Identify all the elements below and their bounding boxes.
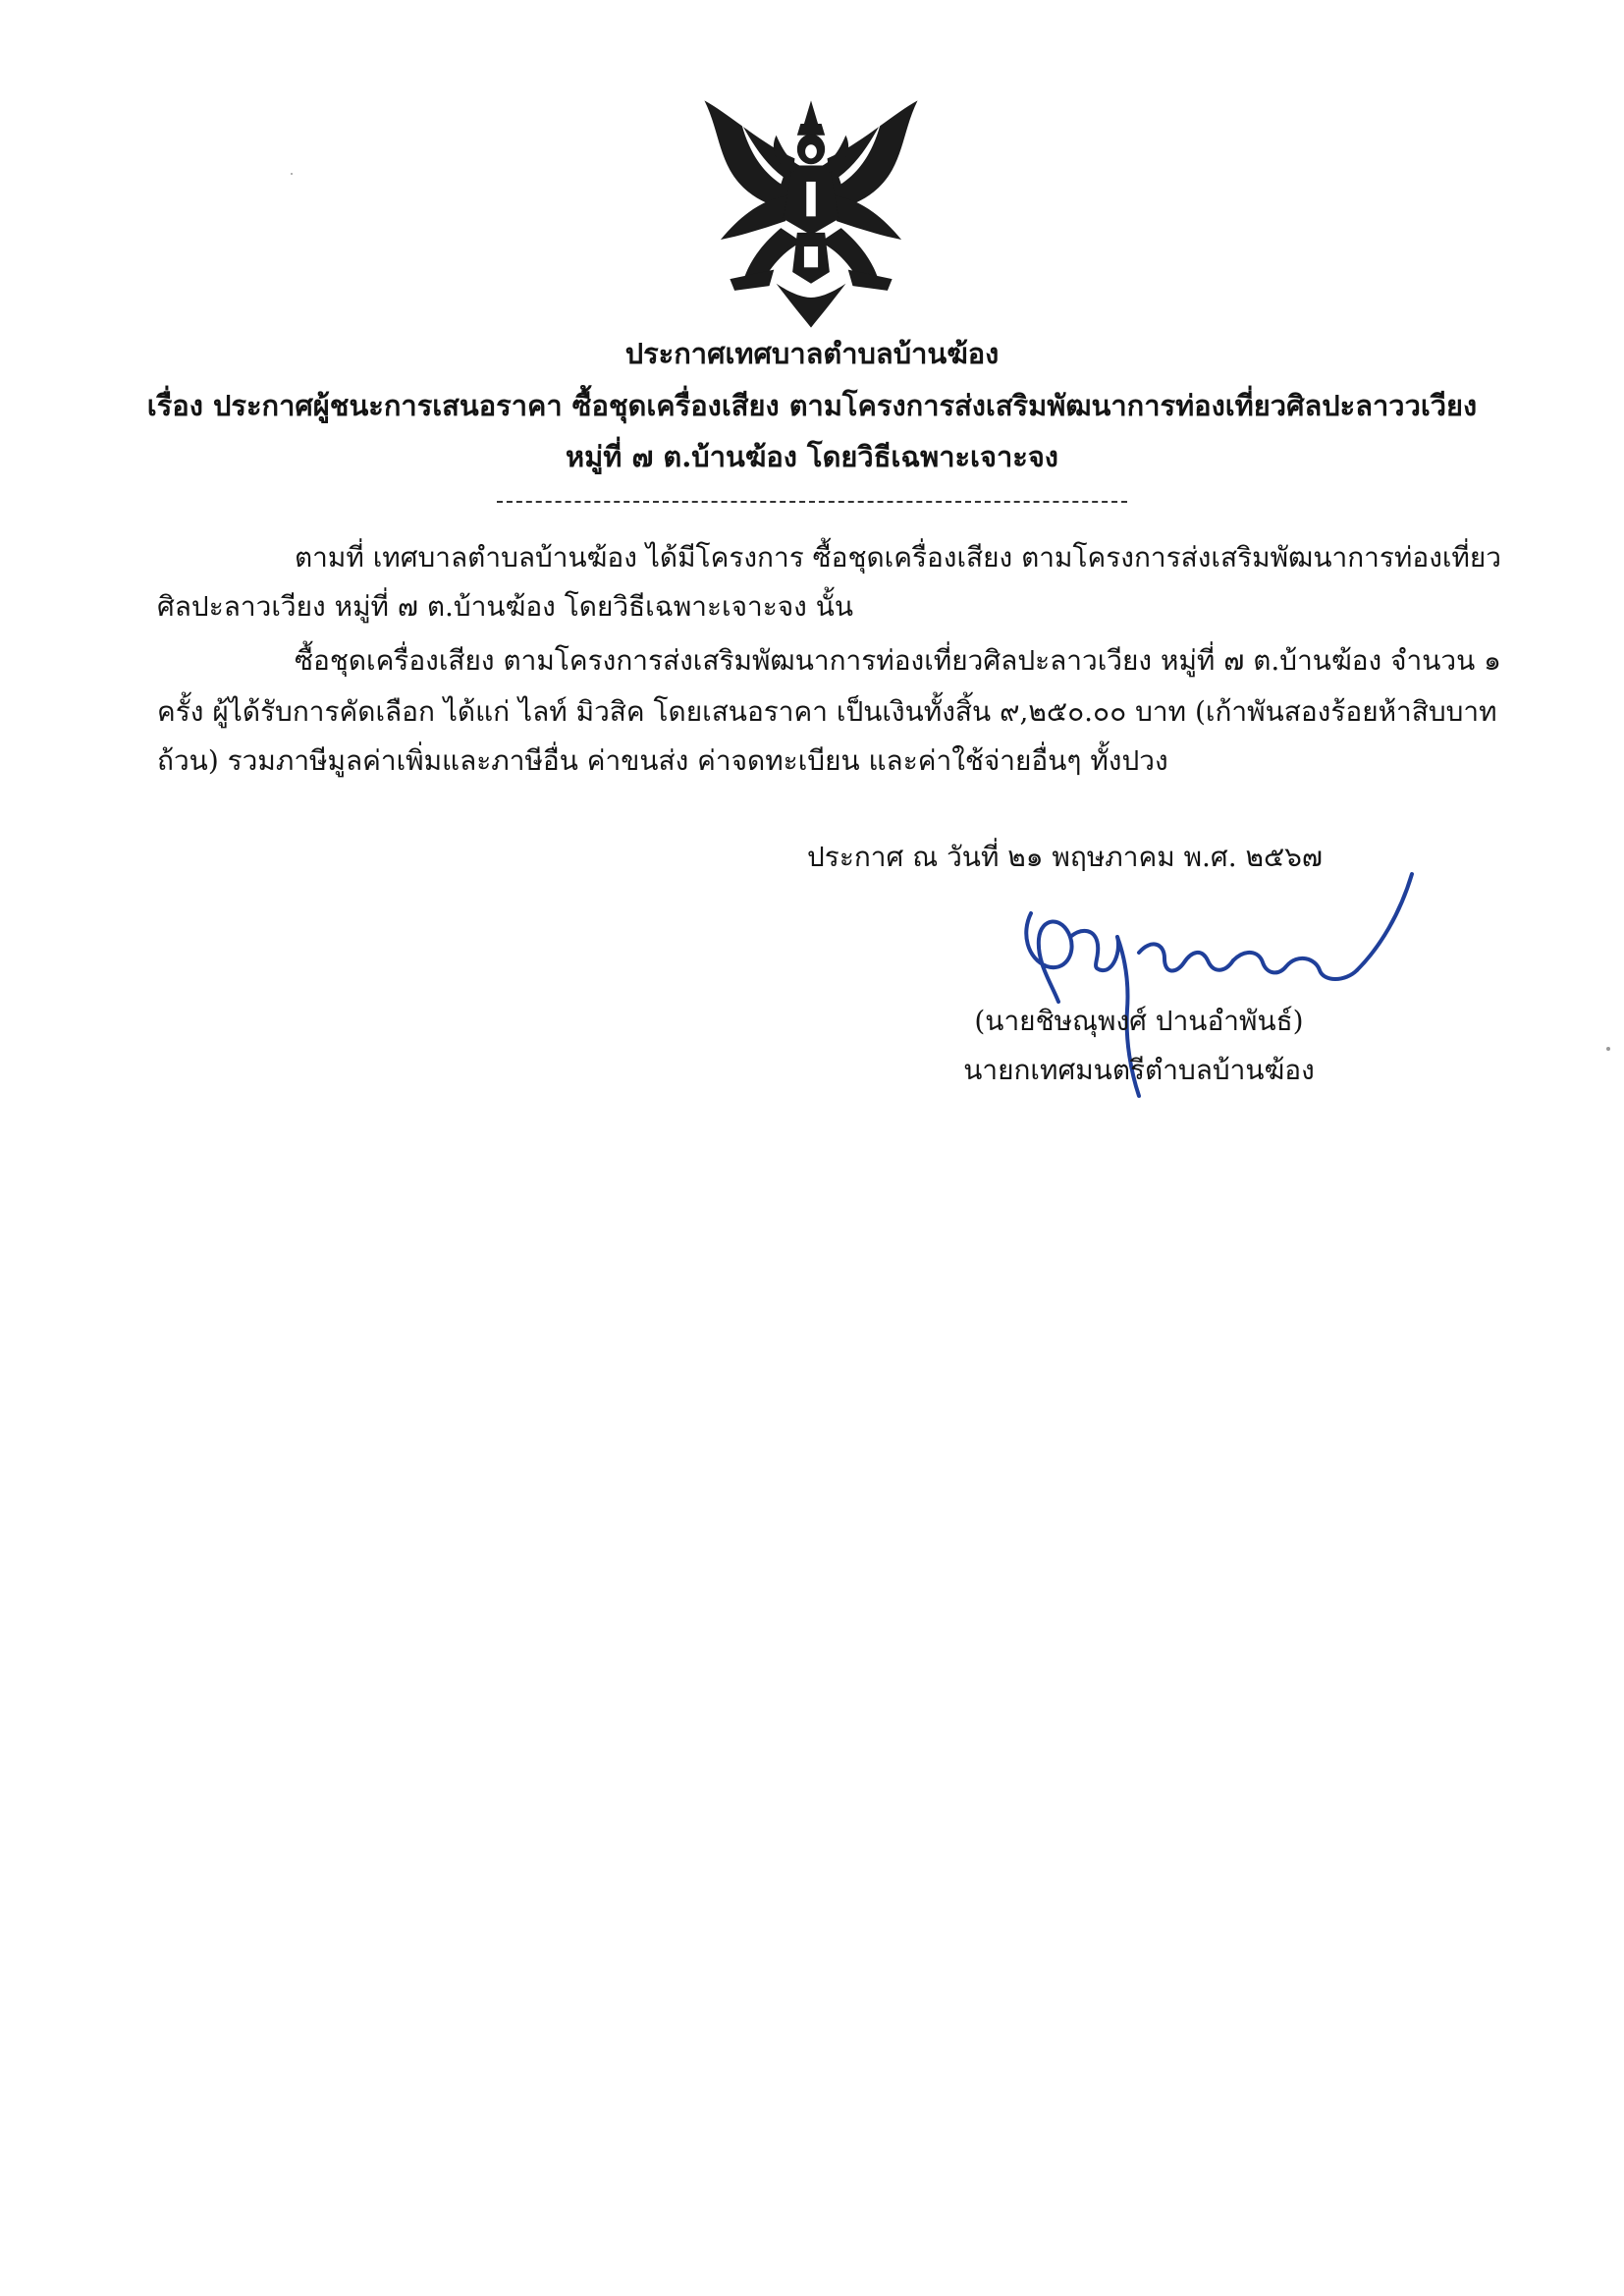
announcement-subject-continued: หมู่ที่ ๗ ต.บ้านฆ้อง โดยวิธีเฉพาะเจาะจง [566, 440, 1058, 473]
paragraph-2-line-1: ซื้อชุดเครื่องเสียง ตามโครงการส่งเสริมพัฒนาการท่องเที่ยวศิลปะลาวเวียง หมู่ที่ ๗ ต.บ้านฆ้อง จำนวน ๑ [295, 644, 1501, 677]
signer-name: (นายชิษณุพงศ์ ปานอำพันธ์) [974, 1005, 1304, 1037]
paragraph-2-line-2: ครั้ง ผู้ได้รับการคัดเลือก ได้แก่ ไลท์ มิวสิค โดยเสนอราคา เป็นเงินทั้งสิ้น ๙,๒๕๐.๐๐ บาท (เก้าพันสองร้อยห้าสิบบาท [157, 695, 1497, 728]
paragraph-2-line-3: ถ้วน) รวมภาษีมูลค่าเพิ่มและภาษีอื่น ค่าขนส่ง ค่าจดทะเบียน และค่าใช้จ่ายอื่นๆ ทั้งปวง [157, 744, 1168, 777]
paragraph-1-line-1: ตามที่ เทศบาลตำบลบ้านฆ้อง ได้มีโครงการ ซื้อชุดเครื่องเสียง ตามโครงการส่งเสริมพัฒนาการท่องเที่ยว [295, 541, 1502, 574]
signer-position: นายกเทศมนตรีตำบลบ้านฆ้อง [963, 1054, 1315, 1086]
handwritten-signature-icon [992, 845, 1424, 1139]
garuda-emblem-icon [695, 98, 927, 330]
announcement-subject: เรื่อง ประกาศผู้ชนะการเสนอราคา ซื้อชุดเครื่องเสียง ตามโครงการส่งเสริมพัฒนาการท่องเที่ยวศิลปะลาววเวียง [146, 389, 1478, 422]
scan-speck [291, 173, 293, 175]
announcement-date: ประกาศ ณ วันที่ ๒๑ พฤษภาคม พ.ศ. ๒๕๖๗ [807, 841, 1323, 873]
announcement-title: ประกาศเทศบาลตำบลบ้านฆ้อง [624, 337, 1000, 370]
scan-speck [1606, 1047, 1610, 1051]
paragraph-1-line-2: ศิลปะลาวเวียง หมู่ที่ ๗ ต.บ้านฆ้อง โดยวิธีเฉพาะเจาะจง นั้น [157, 590, 854, 623]
heading-divider [497, 501, 1127, 503]
